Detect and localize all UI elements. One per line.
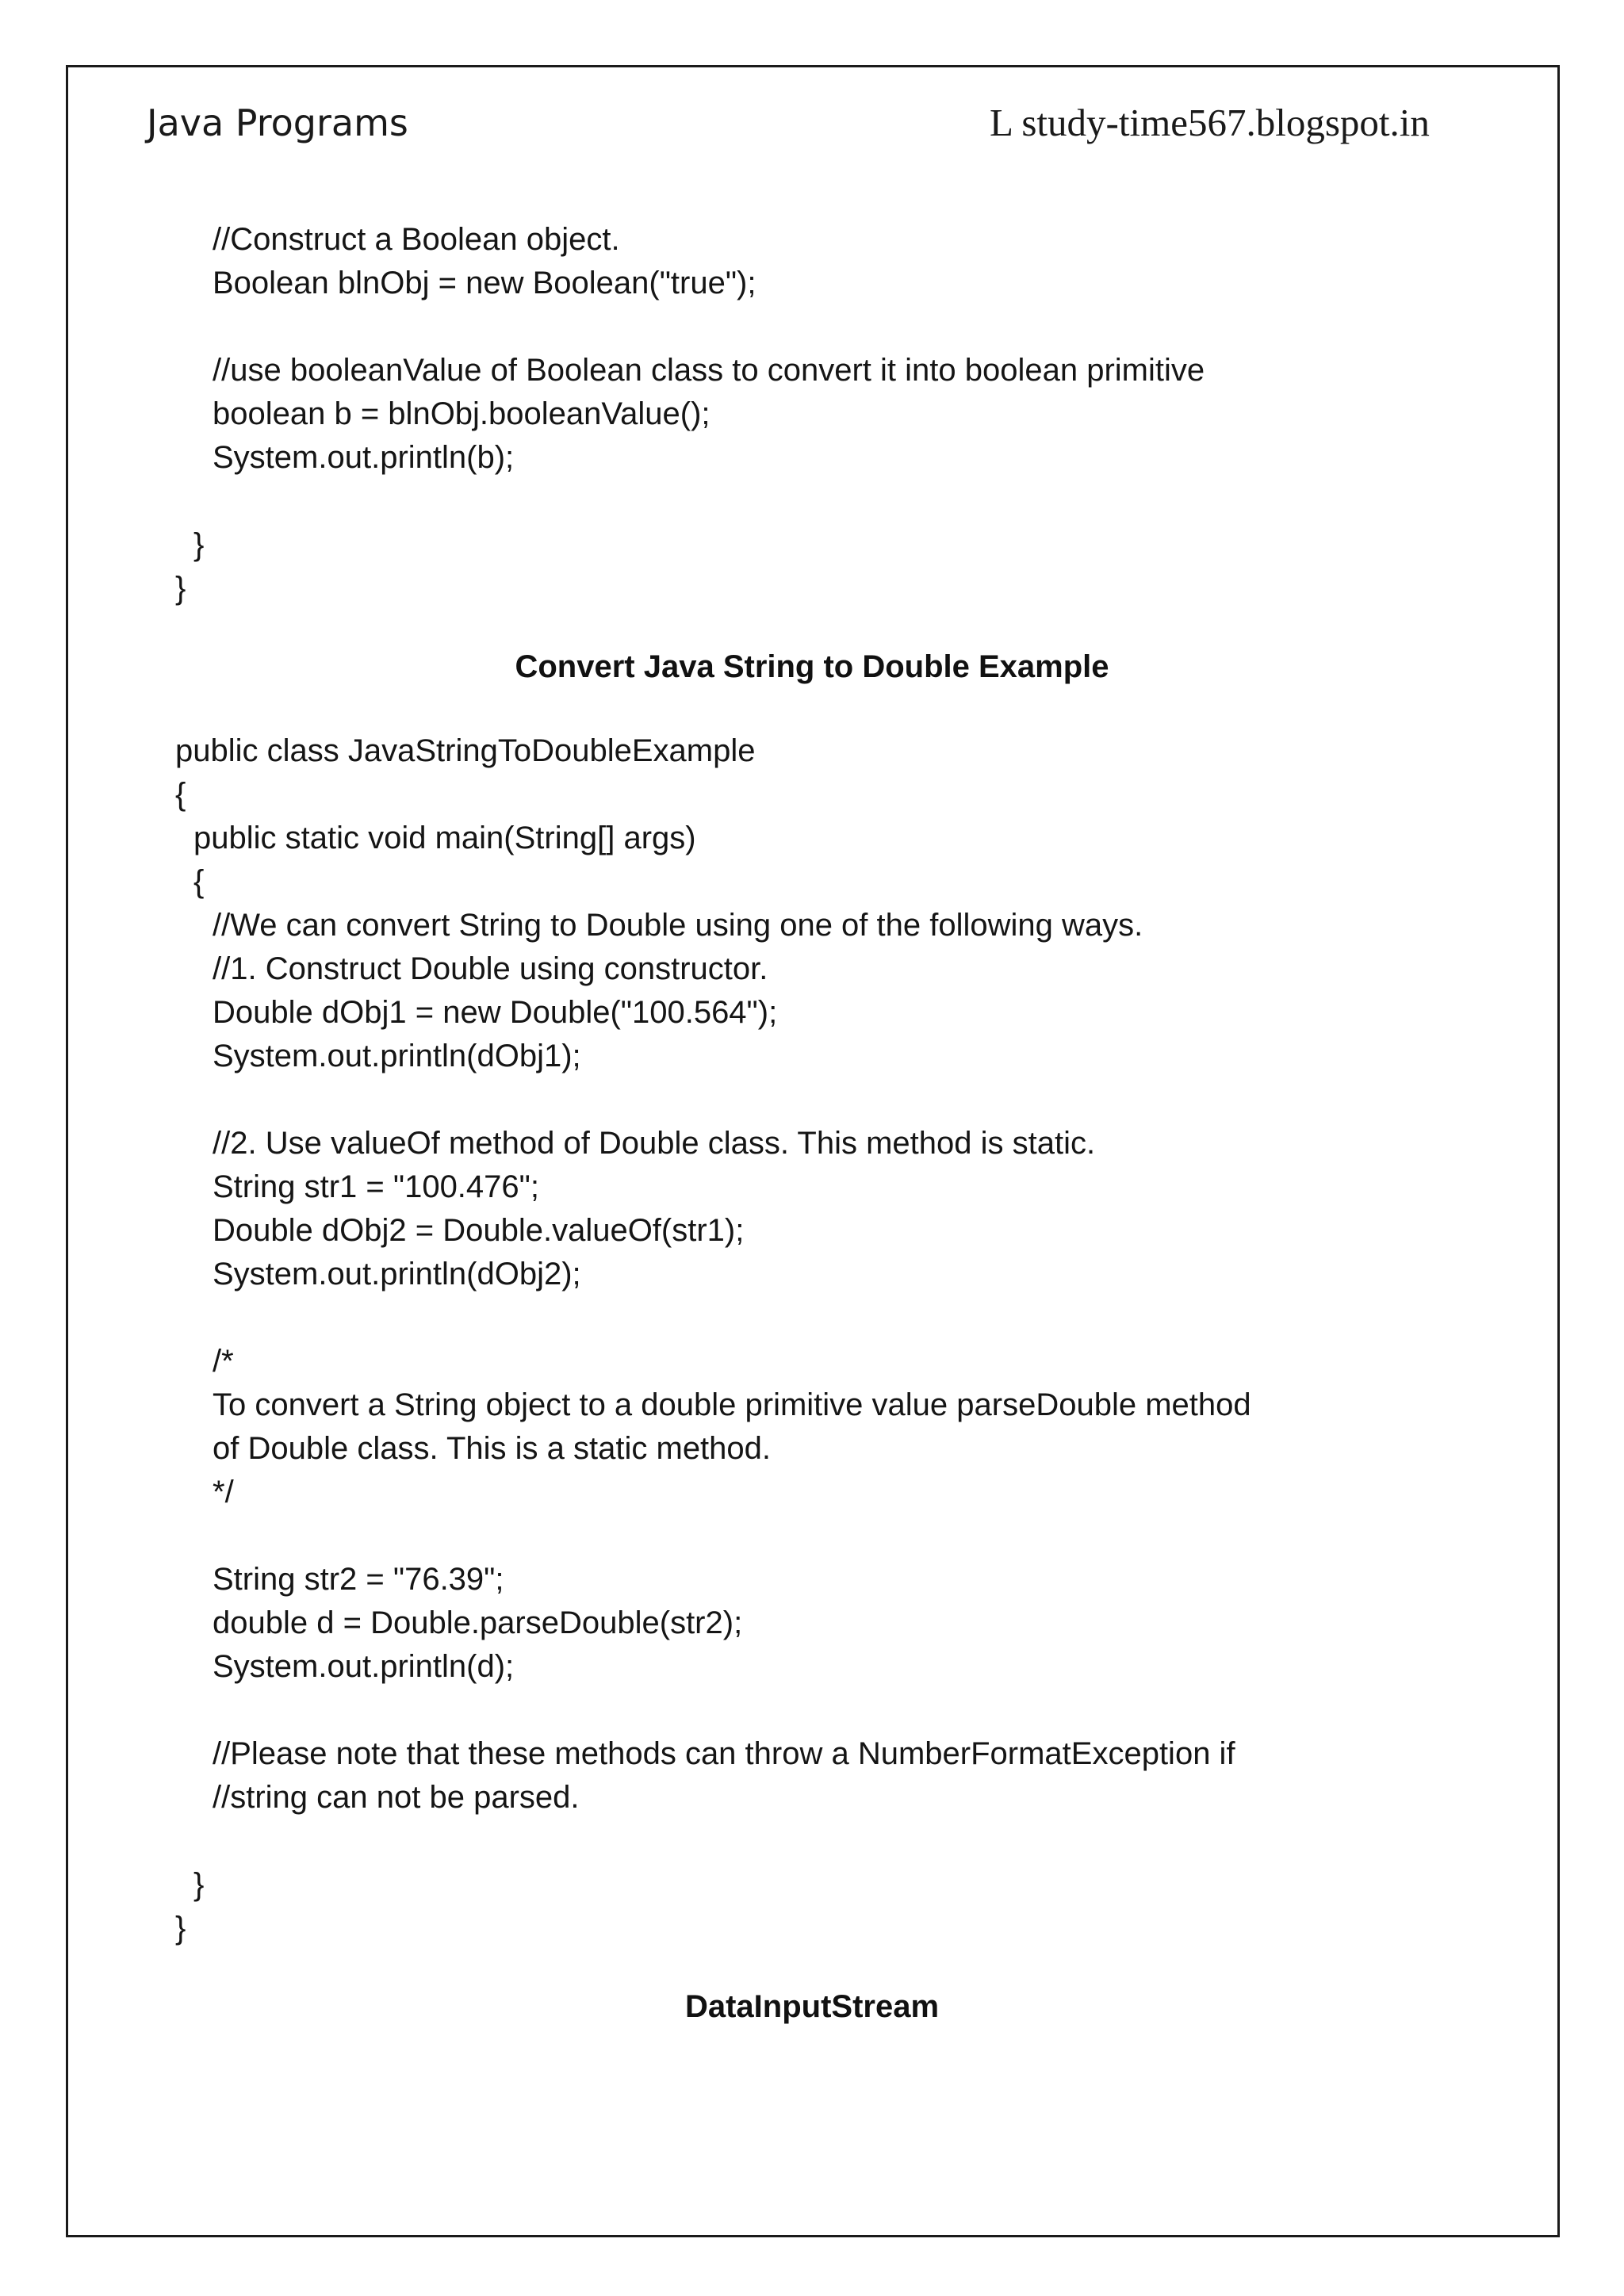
code-line: //string can not be parsed.	[213, 1780, 580, 1815]
code-line: }	[175, 1911, 186, 1946]
code-line: {	[175, 777, 186, 812]
code-line: Double dObj2 = Double.valueOf(str1);	[213, 1213, 745, 1248]
code-line: Boolean blnObj = new Boolean("true");	[213, 266, 756, 300]
code-line: String str2 = "76.39";	[213, 1562, 504, 1597]
code-line: /*	[213, 1344, 234, 1379]
code-line: //Construct a Boolean object.	[213, 222, 620, 257]
code-line: //Please note that these methods can throw a NumberFormatException if	[213, 1736, 1235, 1771]
code-line: }	[175, 571, 186, 606]
code-line: //1. Construct Double using constructor.	[213, 951, 768, 986]
code-line: }	[193, 1867, 205, 1902]
code-line: //2. Use valueOf method of Double class. This method is static.	[213, 1126, 1096, 1161]
code-line: System.out.println(d);	[213, 1649, 515, 1684]
code-line: To convert a String object to a double primitive value parseDouble method	[213, 1387, 1251, 1422]
code-line: Double dObj1 = new Double("100.564");	[213, 995, 778, 1030]
code-line: //We can convert String to Double using one of the following ways.	[213, 908, 1143, 943]
code-line: }	[193, 527, 205, 562]
code-line: of Double class. This is a static method.	[213, 1431, 772, 1466]
code-line: //use booleanValue of Boolean class to convert it into boolean primitive	[213, 353, 1205, 388]
code-line: public class JavaStringToDoubleExample	[175, 733, 756, 768]
code-line: double d = Double.parseDouble(str2);	[213, 1605, 743, 1640]
header-title: Java Programs	[147, 101, 408, 144]
header-site-url: L study-time567.blogspot.in	[990, 101, 1430, 144]
code-line: public static void main(String[] args)	[193, 821, 696, 855]
code-line: {	[193, 864, 205, 899]
code-line: System.out.println(b);	[213, 440, 515, 475]
code-line: */	[213, 1475, 234, 1510]
section-title: DataInputStream	[684, 1989, 940, 2024]
code-line: String str1 = "100.476";	[213, 1169, 539, 1204]
section-title: Convert Java String to Double Example	[515, 649, 1109, 684]
code-line: System.out.println(dObj2);	[213, 1257, 581, 1292]
code-line: System.out.println(dObj1);	[213, 1039, 581, 1073]
code-line: boolean b = blnObj.booleanValue();	[213, 396, 710, 431]
